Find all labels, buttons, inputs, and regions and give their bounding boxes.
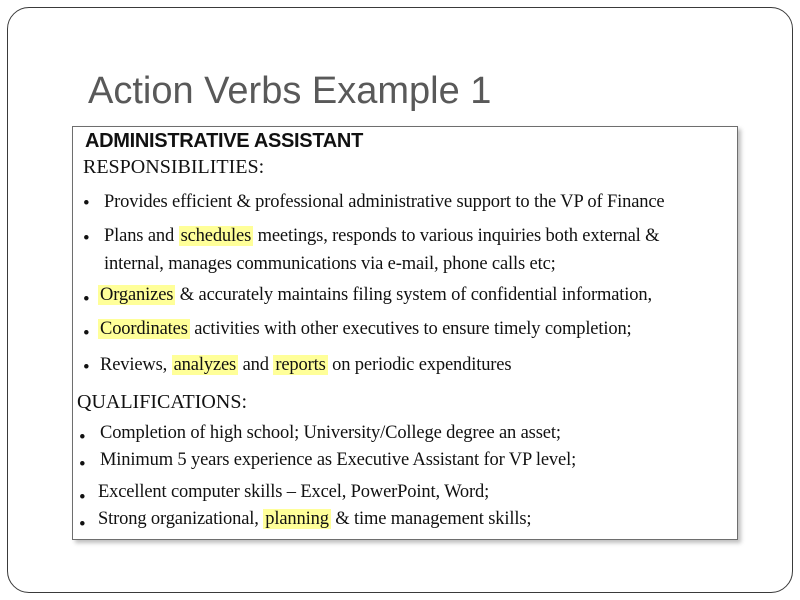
bullet-icon: • xyxy=(83,193,90,214)
bullet-icon: • xyxy=(83,289,90,310)
job-title-heading: ADMINISTRATIVE ASSISTANT xyxy=(85,130,363,152)
bullet-icon: • xyxy=(79,487,86,508)
responsibility-item-4: Coordinates activities with other executives to ensure timely completion; xyxy=(100,319,632,339)
qualifications-label: QUALIFICATIONS: xyxy=(77,391,247,413)
responsibility-item-1: Provides efficient & professional administrative support to the VP of Finance xyxy=(104,192,665,212)
bullet-icon: • xyxy=(83,357,90,378)
highlighted-action-verb: reports xyxy=(275,355,326,375)
resume-excerpt-image xyxy=(72,126,738,540)
qualification-item-4: Strong organizational, planning & time management skills; xyxy=(98,509,532,529)
highlighted-action-verb: planning xyxy=(265,509,329,529)
bullet-icon: • xyxy=(79,454,86,475)
highlighted-action-verb: schedules xyxy=(180,226,252,246)
slide-title: Action Verbs Example 1 xyxy=(88,70,492,112)
highlighted-action-verb: Coordinates xyxy=(100,319,188,339)
responsibilities-label: RESPONSIBILITIES: xyxy=(83,156,265,178)
responsibility-item-2-continuation: internal, manages communications via e-mail, phone calls etc; xyxy=(104,254,556,274)
highlighted-action-verb: analyzes xyxy=(173,355,237,375)
highlighted-action-verb: Organizes xyxy=(100,285,174,305)
bullet-icon: • xyxy=(79,514,86,535)
responsibility-item-2: Plans and schedules meetings, responds to various inquiries both external & xyxy=(104,226,660,246)
qualification-item-3: Excellent computer skills – Excel, PowerPoint, Word; xyxy=(98,482,490,502)
qualification-item-1: Completion of high school; University/College degree an asset; xyxy=(100,423,561,443)
responsibility-item-3: Organizes & accurately maintains filing system of confidential information, xyxy=(100,285,652,305)
bullet-icon: • xyxy=(83,228,90,249)
qualification-item-2: Minimum 5 years experience as Executive Assistant for VP level; xyxy=(100,450,577,470)
bullet-icon: • xyxy=(83,323,90,344)
responsibility-item-5: Reviews, analyzes and reports on periodic expenditures xyxy=(100,355,512,375)
bullet-icon: • xyxy=(79,427,86,448)
